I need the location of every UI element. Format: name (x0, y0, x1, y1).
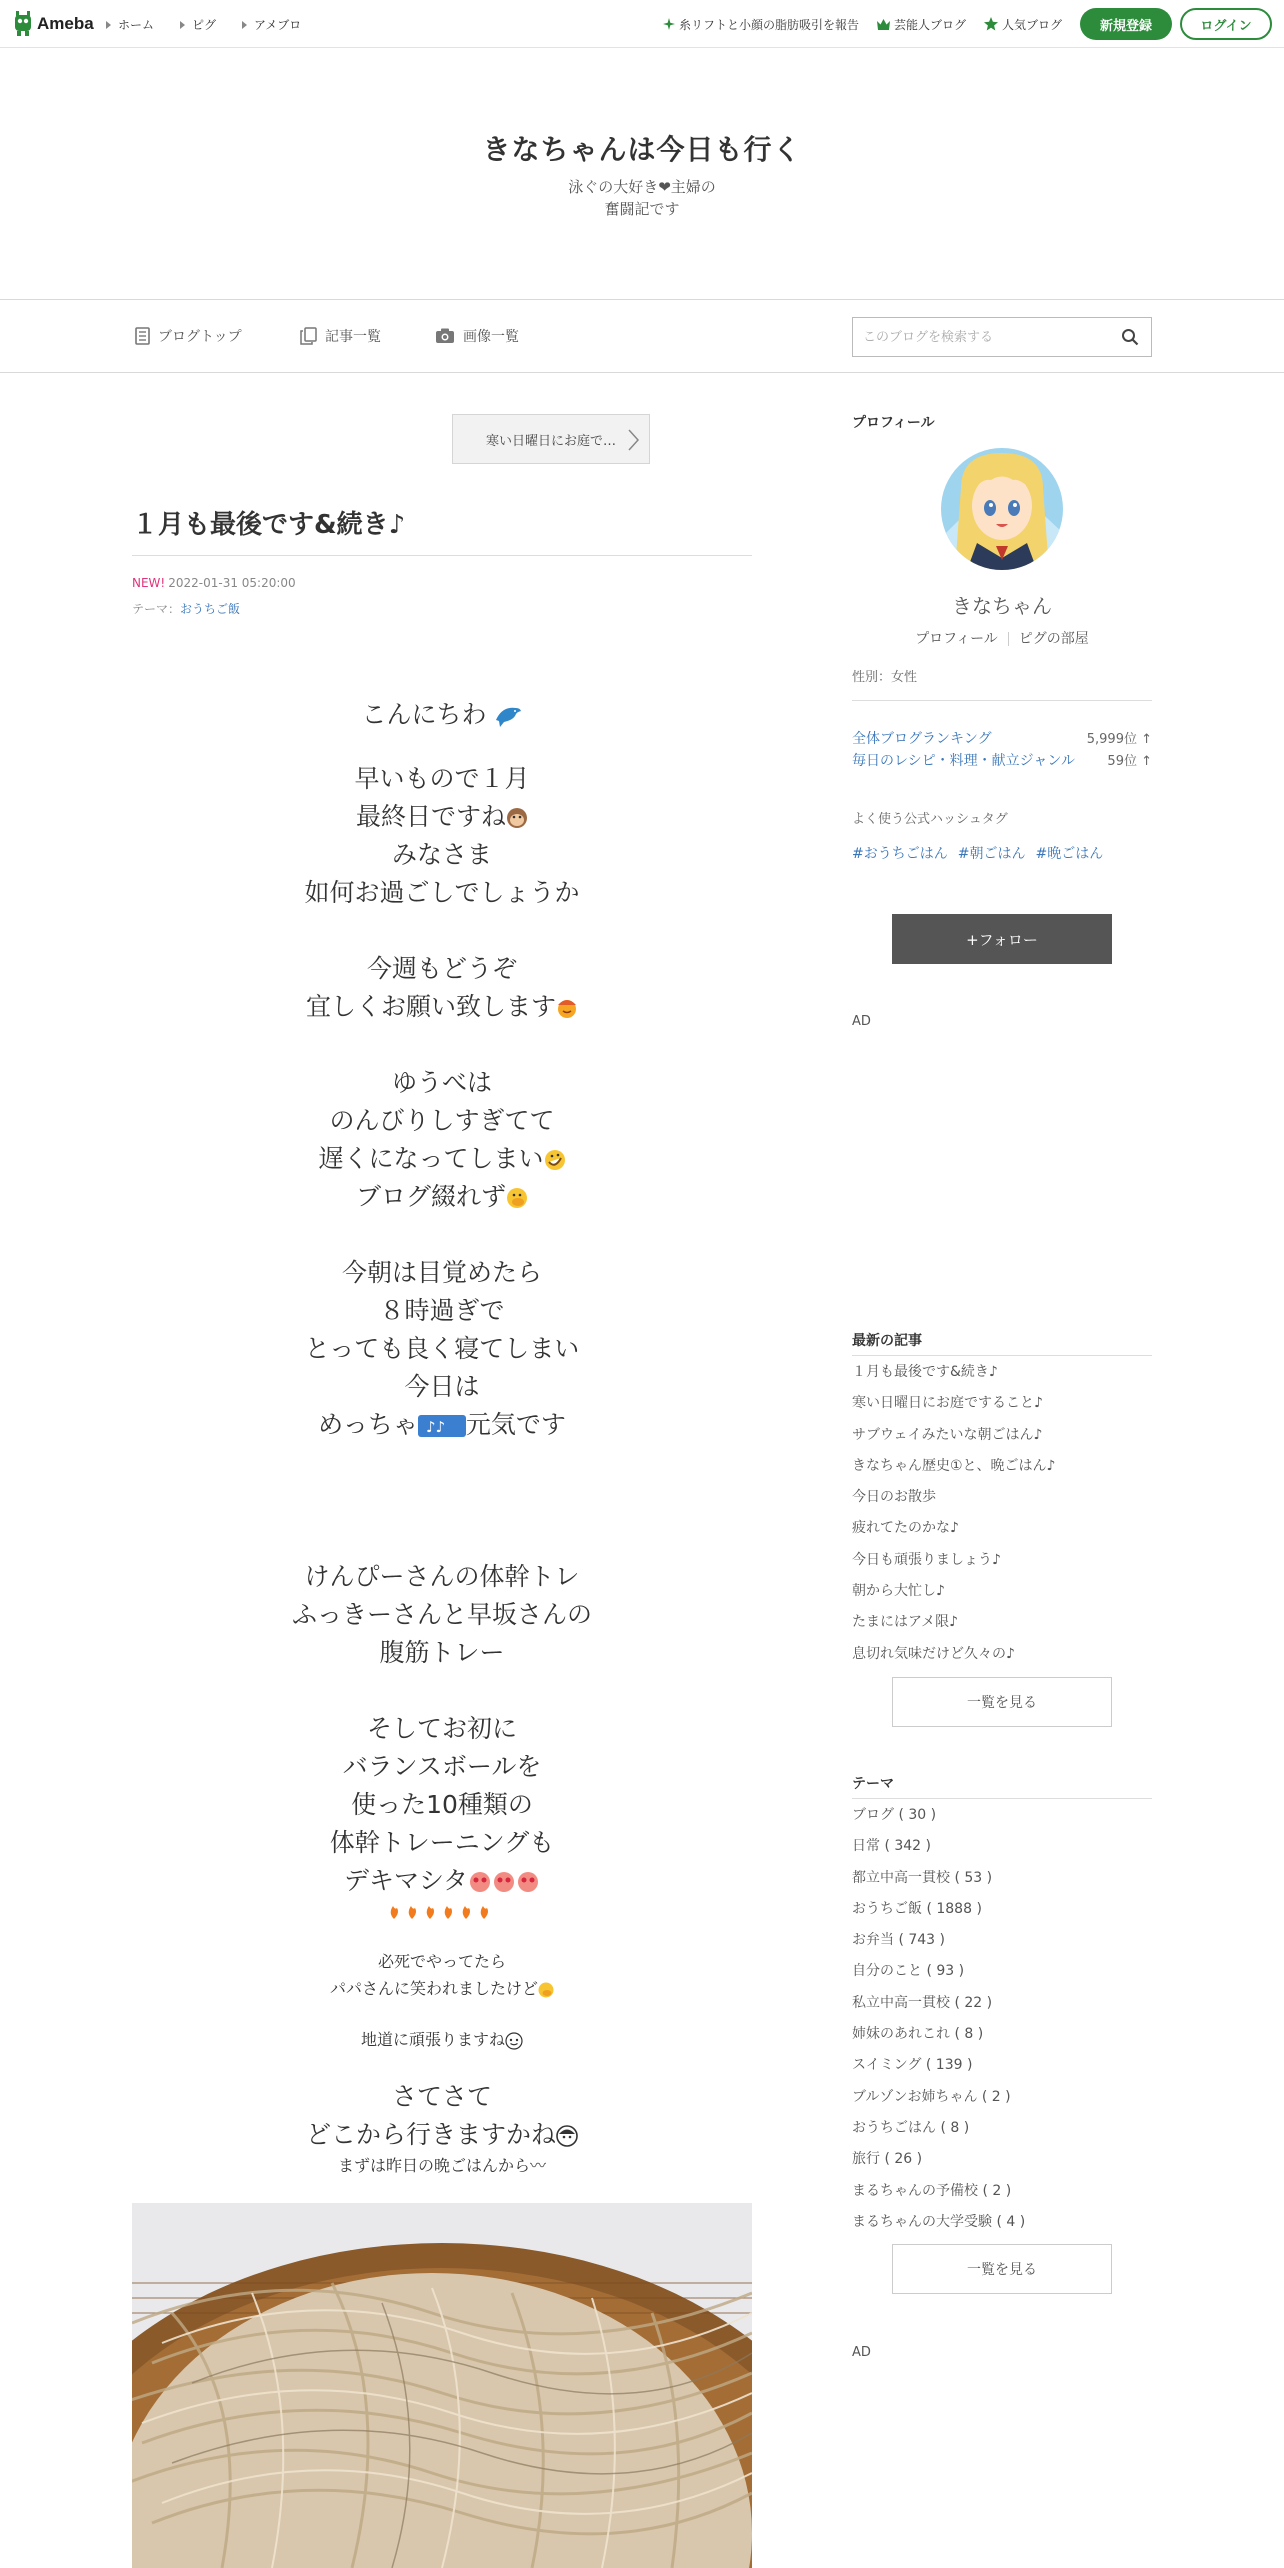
body-line: とっても良く寝てしまい (304, 1334, 580, 1363)
triangle-right-icon (180, 21, 185, 29)
body-line: ブログ綴れず (355, 1182, 506, 1211)
body-line: 体幹トレーニングも (329, 1828, 555, 1857)
crown-icon (877, 19, 890, 30)
article-theme-prefix: テーマ： (132, 602, 181, 616)
nav-home-label: ホーム (118, 18, 155, 32)
prev-article-button[interactable] (452, 414, 650, 464)
global-nav (106, 16, 327, 33)
nav-ameblo[interactable] (242, 16, 301, 33)
follow-button[interactable]: +フォロー (892, 914, 1112, 964)
heart-eyes-faces-icon (468, 1870, 540, 1894)
body-line: バランスボールを (342, 1752, 542, 1781)
body-line: 使った10種類の (351, 1790, 533, 1819)
body-greeting (132, 696, 752, 734)
popular-blog-link[interactable] (984, 16, 1062, 33)
tab-image-list-label: 画像一覧 (463, 329, 519, 345)
recent-article-link[interactable]: 疲れてたのかな♪ (852, 1520, 959, 1537)
body-line-with-emoji (132, 1406, 752, 1444)
recent-article-link[interactable]: 寒い日曜日にお庭ですること♪ (852, 1395, 1043, 1412)
theme-link[interactable]: 私立中高一貫校 ( 22 ) (852, 1994, 993, 2011)
blog-description-line: 泳ぐの大好き❤︎主婦の (568, 178, 716, 196)
tab-article-list-label: 記事一覧 (325, 329, 381, 345)
body-paragraph (132, 950, 752, 1026)
sweat-smile-icon (505, 2032, 523, 2050)
nav-ameblo-label: アメブロ (254, 18, 302, 32)
music-notes-icon (418, 1414, 466, 1438)
body-line-with-emoji (132, 1140, 752, 1178)
body-line: 最終日ですね (355, 802, 506, 831)
theme-link[interactable]: 日常 ( 342 ) (852, 1838, 931, 1855)
body-line: みなさま (391, 840, 492, 869)
theme-link[interactable]: 都立中高一貫校 ( 53 ) (852, 1869, 993, 1886)
article-date-value: 2022-01-31 05:20:00 (168, 576, 296, 590)
search-input[interactable] (853, 319, 1103, 355)
ranking-label: 全体ブログランキング (852, 731, 992, 747)
body-line: 宜しくお願い致します (305, 992, 556, 1021)
search-icon[interactable] (1121, 328, 1139, 350)
body-line: のんびりしすぎてて (329, 1106, 555, 1135)
recent-article-link[interactable]: サブウェイみたいな朝ごはん♪ (852, 1426, 1043, 1443)
theme-link[interactable]: ブルゾンお姉ちゃん ( 2 ) (852, 2088, 1011, 2105)
blog-description (0, 176, 1284, 220)
profile-gender: 性別：女性 (852, 670, 918, 685)
body-line: まずは昨日の晩ごはんから〰 (337, 2156, 546, 2175)
hand-over-mouth-icon (506, 1187, 528, 1209)
theme-link[interactable]: おうちごはん ( 8 ) (852, 2119, 970, 2136)
star-icon (984, 17, 998, 31)
body-line: こんにちわ (361, 700, 487, 729)
popular-blog-label: 人気ブログ (1001, 17, 1062, 32)
tab-article-list[interactable] (300, 326, 381, 346)
login-button[interactable]: ログイン (1180, 8, 1272, 40)
body-line: 腹筋トレー (379, 1638, 505, 1667)
logo-text: Ameba (37, 14, 94, 33)
body-line: 元気です (465, 1410, 566, 1439)
chevron-right-icon (627, 429, 639, 455)
hashtag-link[interactable]: #朝ごはん (957, 846, 1026, 862)
body-paragraph (132, 2026, 752, 2053)
header-actions (663, 8, 1272, 40)
prev-article-label: 寒い日曜日にお庭で… (485, 433, 616, 449)
theme-link[interactable]: おうちご飯 ( 1888 ) (852, 1900, 982, 1917)
fire-row (132, 1902, 752, 1922)
bowing-face-icon (556, 997, 578, 1019)
soba-noodles-image (132, 2203, 752, 2568)
document-icon (135, 327, 150, 345)
divider (1008, 632, 1009, 646)
body-line-with-emoji (132, 988, 752, 1026)
pig-room-link[interactable]: ピグの部屋 (1018, 631, 1089, 647)
thinking-face-icon (556, 2125, 578, 2147)
recent-article-link[interactable]: １月も最後です&続き♪ (852, 1364, 998, 1380)
body-line-with-emoji (132, 2026, 752, 2053)
see-all-themes-button[interactable]: 一覧を見る (892, 2244, 1112, 2294)
celebrity-blog-link[interactable] (877, 16, 966, 33)
recent-article-link[interactable]: 朝から大忙し♪ (852, 1583, 945, 1600)
hand-over-mouth-icon (538, 1982, 554, 1998)
recent-article-link[interactable]: 今日のお散歩 (852, 1489, 936, 1506)
ranking-value: 59位 ↑ (1107, 754, 1152, 769)
body-paragraph (132, 1558, 752, 1672)
profile-link[interactable]: プロフィール (915, 631, 998, 647)
body-line: 今週もどうぞ (366, 954, 517, 983)
celebrity-blog-label: 芸能人ブログ (893, 17, 966, 32)
anime-girl-avatar-image (941, 448, 1063, 570)
article-theme (132, 600, 240, 617)
dolphin-icon (494, 704, 522, 728)
themes-list (852, 1800, 1152, 2238)
blog-description-line: 奮闘記です (604, 200, 680, 218)
tab-blog-top[interactable] (135, 326, 242, 346)
rolling-laugh-icon (544, 1149, 566, 1171)
body-line: けんぴーさんの体幹トレ (304, 1562, 580, 1591)
body-paragraph (132, 1254, 752, 1444)
body-paragraph (132, 1948, 752, 2002)
ranking-label: 毎日のレシピ・料理・献立ジャンル (852, 753, 1076, 769)
divider (132, 555, 752, 556)
theme-link[interactable]: まるちゃんの予備校 ( 2 ) (852, 2182, 1012, 2199)
body-line: デキマシタ (343, 1866, 468, 1895)
profile-links (852, 628, 1152, 648)
body-line-with-emoji (132, 798, 752, 836)
hashtag-link[interactable]: #晩ごはん (1035, 846, 1104, 862)
body-line: ゆうべは (391, 1068, 492, 1097)
global-header (0, 0, 1284, 48)
divider (852, 700, 1152, 701)
body-line: 如何お過ごしでしょうか (304, 878, 580, 907)
ranking-genre[interactable] (852, 750, 1152, 770)
body-line-with-emoji (132, 1178, 752, 1216)
sparkle-icon (663, 18, 675, 30)
tab-blog-top-label: ブログトップ (158, 329, 242, 345)
body-paragraph (132, 1064, 752, 1216)
article-theme-link[interactable]: おうちご飯 (180, 602, 241, 616)
recent-article-link[interactable]: きなちゃん歴史①と、晩ごはん♪ (852, 1457, 1056, 1474)
new-badge: NEW! (132, 576, 166, 590)
camera-icon (435, 328, 455, 344)
recent-article-link[interactable]: 今日も頑張りましょう♪ (852, 1551, 1001, 1568)
article-title[interactable]: １月も最後です&続き♪ (132, 510, 406, 540)
theme-link[interactable]: まるちゃんの大学受験 ( 4 ) (852, 2213, 1026, 2230)
body-line: そしてお初に (366, 1714, 517, 1743)
blog-search (852, 317, 1152, 357)
body-line: めっちゃ (318, 1410, 418, 1439)
fire-icons (387, 1902, 497, 1920)
recent-article-link[interactable]: たまにはアメ限♪ (852, 1614, 959, 1631)
theme-link[interactable]: スイミング ( 139 ) (852, 2057, 973, 2074)
body-line-with-emoji (132, 2116, 752, 2154)
theme-link[interactable]: ブログ ( 30 ) (852, 1807, 937, 1823)
hashtag-label: よく使う公式ハッシュタグ (852, 812, 1008, 827)
ad-label: AD (852, 2345, 871, 2360)
register-button[interactable]: 新規登録 (1080, 8, 1172, 40)
ranking-value: 5,999位 ↑ (1086, 732, 1152, 747)
promo-link-label: 糸リフトと小顔の脂肪吸引を報告 (678, 17, 859, 32)
body-paragraph (132, 760, 752, 912)
body-line-with-emoji (132, 1975, 752, 2002)
body-line: 今朝は目覚めたら (341, 1258, 542, 1287)
blog-subnav (0, 300, 1284, 373)
hashtag-list (852, 843, 1103, 863)
copy-icon (300, 327, 317, 345)
theme-link[interactable]: 姉妹のあれこれ ( 8 ) (852, 2026, 984, 2043)
body-paragraph (132, 2078, 752, 2154)
body-line: 遅くになってしまい (318, 1144, 544, 1173)
profile-heading: プロフィール (852, 415, 935, 431)
recent-article-link[interactable]: 息切れ気味だけど久々の♪ (852, 1645, 1015, 1662)
profile-name[interactable]: きなちゃん (952, 594, 1052, 618)
divider (852, 1355, 1152, 1356)
body-line: ８時過ぎで (379, 1296, 505, 1325)
triangle-right-icon (242, 21, 247, 29)
see-all-articles-button[interactable]: 一覧を見る (892, 1677, 1112, 1727)
avatar[interactable] (941, 448, 1063, 570)
divider (852, 1798, 1152, 1799)
body-line: さてさて (391, 2082, 492, 2111)
tab-image-list[interactable] (435, 326, 519, 346)
ad-label: AD (852, 1014, 871, 1029)
blog-title[interactable]: きなちゃんは今日も行く (482, 133, 802, 166)
ameba-logo[interactable] (12, 10, 94, 38)
monkey-face-icon (506, 807, 528, 829)
nav-pigg[interactable] (180, 16, 216, 33)
theme-link[interactable]: お弁当 ( 743 ) (852, 1932, 945, 1949)
body-line: 早いもので１月 (354, 764, 530, 793)
recent-articles-heading: 最新の記事 (852, 1333, 922, 1349)
body-paragraph (132, 1710, 752, 1900)
theme-link[interactable]: 自分のこと ( 93 ) (852, 1963, 965, 1980)
body-line: 今日は (404, 1372, 480, 1401)
body-line: どこから行きますかね (305, 2120, 556, 2149)
body-line-with-emoji (132, 1862, 752, 1900)
themes-heading: テーマ (852, 1776, 894, 1792)
article-date (132, 576, 296, 590)
promo-link[interactable] (663, 16, 859, 33)
triangle-right-icon (106, 21, 111, 29)
ameba-mascot-icon (12, 11, 34, 37)
body-line: パパさんに笑われましたけど (329, 1979, 538, 1998)
soba-photo[interactable] (132, 2203, 752, 2568)
body-line: ふっきーさんと早坂さんの (291, 1600, 592, 1629)
nav-pigg-label: ピグ (192, 18, 217, 32)
body-line: 必死でやってたら (377, 1952, 506, 1971)
body-line: 地道に頑張りますね (360, 2030, 505, 2049)
svg-text:♪♪: ♪♪ (425, 1418, 446, 1436)
blog-header (0, 48, 1284, 300)
hashtag-link[interactable]: #おうちごはん (852, 846, 948, 862)
recent-articles-list (852, 1357, 1152, 1670)
nav-home[interactable] (106, 16, 154, 33)
ranking-overall[interactable] (852, 728, 1152, 748)
theme-link[interactable]: 旅行 ( 26 ) (852, 2151, 923, 2168)
